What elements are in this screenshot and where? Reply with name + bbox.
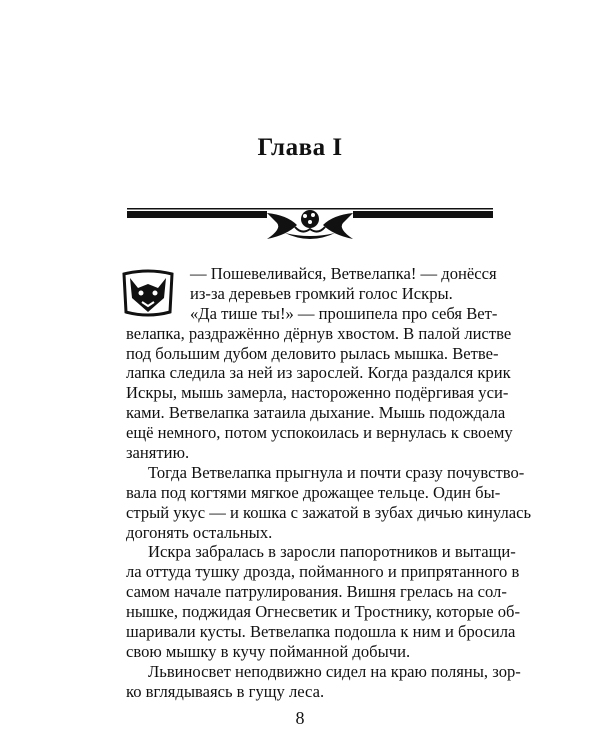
text-line: свою мышку в кучу пойманной добычи.: [126, 641, 411, 661]
text-line: ла оттуда тушку дрозда, пойманного и припрятанного в: [126, 562, 520, 582]
text-line: велапка, раздражённо дёрнув хвостом. В палой листве: [126, 323, 512, 343]
text-line: занятию.: [126, 443, 190, 463]
text-line: Тогда Ветвелапка прыгнула и почти сразу почувство-: [148, 462, 525, 482]
text-line: стрый укус — и кошка с зажатой в зубах дичью кинулась: [126, 502, 532, 522]
text-line: Львиносвет неподвижно сидел на краю поляны, зор-: [148, 661, 521, 681]
text-line: Искра забралась в заросли папоротников и вытащи-: [148, 542, 516, 562]
text-line: ками. Ветвелапка затаила дыхание. Мышь подождала: [126, 403, 506, 423]
body-text: [126, 264, 532, 702]
text-line: под большим дубом деловито рылась мышка. Ветве-: [126, 343, 499, 363]
text-line: шаривали кусты. Ветвелапка подошла к ним и бросила: [126, 622, 516, 642]
chapter-title: Глава I: [257, 134, 343, 161]
text-line: ещё немного, потом успокоилась и вернулась к своему: [126, 423, 513, 443]
text-line: из-за деревьев громкий голос Искры.: [190, 283, 453, 303]
text-line: самом начале патрулирования. Вишня грелась на сол-: [126, 582, 507, 602]
page-number: 8: [295, 708, 305, 728]
decorative-ornament-divider: [127, 205, 493, 245]
text-line: нышке, поджидая Огнесветик и Тростнику, которые об-: [126, 602, 520, 622]
text-line: — Пошевеливайся, Ветвелапка! — донёсся: [190, 264, 497, 283]
text-line: ко вглядываясь в гущу леса.: [126, 681, 325, 701]
text-line: лапка следила за ней из зарослей. Когда раздался крик: [126, 363, 511, 383]
text-line: Искры, мышь замерла, настороженно подёргивая уси-: [126, 383, 509, 403]
text-line: «Да тише ты!» — прошипела про себя Вет-: [190, 303, 498, 323]
text-line: вала под когтями мягкое дрожащее тельце. Один бы-: [126, 482, 501, 502]
text-line: догонять остальных.: [126, 522, 273, 542]
